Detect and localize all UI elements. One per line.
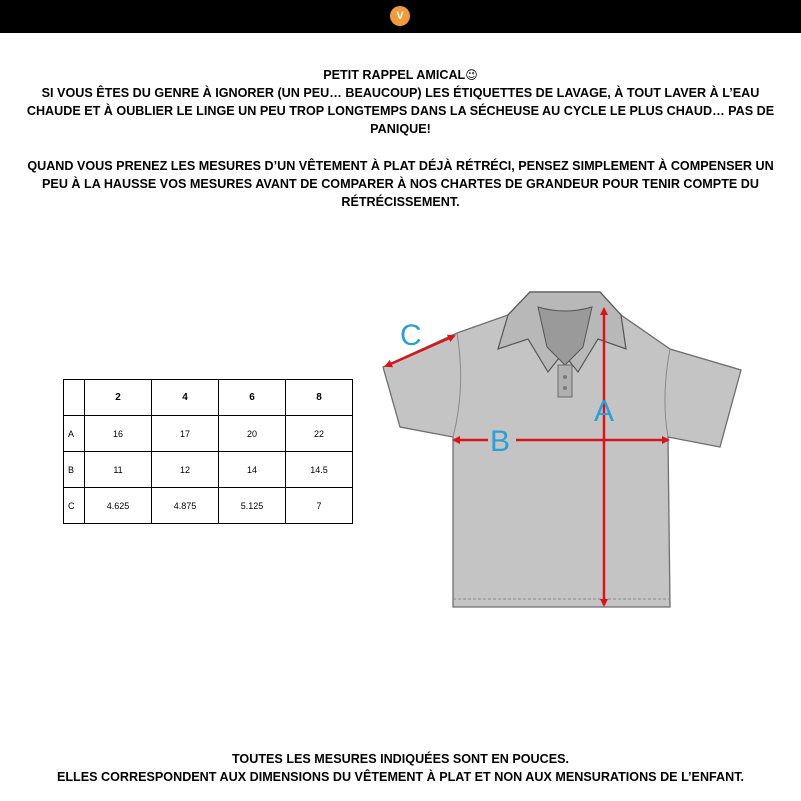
- intro-paragraph-2: QUAND VOUS PRENEZ LES MESURES D’UN VÊTEMENT À PLAT DÉJÀ RÉTRÉCI, PENSEZ SIMPLEMENT À COMPENSER UN PEU À LA HAUSSE VOS MESURES AVANT DE COMPARER À NOS CHARTES DE GRANDEUR POUR TENIR COMPTE DU RÉTRÉCISSEMENT.: [27, 159, 774, 209]
- table-row: [64, 488, 353, 524]
- footer-note: [0, 750, 801, 786]
- table-cell: 22: [286, 416, 353, 452]
- table-cell: 5.125: [219, 488, 286, 524]
- table-corner-cell: [64, 380, 85, 416]
- table-cell: 20: [219, 416, 286, 452]
- size-header-row: [64, 380, 353, 416]
- footer-line-2: ELLES CORRESPONDENT AUX DIMENSIONS DU VÊTEMENT À PLAT ET NON AUX MENSURATIONS DE L’ENFANT.: [56, 770, 745, 784]
- table-cell: 14.5: [286, 452, 353, 488]
- measure-a-label: A: [594, 395, 615, 428]
- table-cell: 17: [152, 416, 219, 452]
- row-label: C: [64, 488, 85, 524]
- top-bar: [0, 0, 801, 33]
- table-cell: 7: [286, 488, 353, 524]
- intro-title: [20, 66, 781, 84]
- table-cell: 12: [152, 452, 219, 488]
- measure-c-label: C: [400, 319, 422, 352]
- size-chart-table: [63, 379, 353, 524]
- table-row: [64, 452, 353, 488]
- measure-b-label: B: [490, 425, 511, 458]
- intro-title-text: PETIT RAPPEL AMICAL: [323, 68, 466, 82]
- table-row: [64, 416, 353, 452]
- row-label: B: [64, 452, 85, 488]
- brand-logo[interactable]: V: [390, 6, 410, 26]
- size-header-cell: 4: [152, 380, 219, 416]
- table-cell: 14: [219, 452, 286, 488]
- size-header-cell: 8: [286, 380, 353, 416]
- table-cell: 11: [85, 452, 152, 488]
- table-cell: 4.625: [85, 488, 152, 524]
- shirt-placket: [558, 365, 572, 397]
- size-header-cell: 2: [85, 380, 152, 416]
- size-header-cell: 6: [219, 380, 286, 416]
- row-label: A: [64, 416, 85, 452]
- wink-emoji-icon: 😉: [465, 68, 478, 82]
- footer-line-1: TOUTES LES MESURES INDIQUÉES SONT EN POUCES.: [231, 752, 570, 766]
- table-cell: 16: [85, 416, 152, 452]
- shirt-button: [563, 386, 567, 390]
- shirt-button: [563, 375, 567, 379]
- polo-shirt-diagram: [378, 287, 748, 617]
- intro-text: [20, 66, 781, 211]
- table-cell: 4.875: [152, 488, 219, 524]
- intro-paragraph-1: SI VOUS ÊTES DU GENRE À IGNORER (UN PEU… BEAUCOUP) LES ÉTIQUETTES DE LAVAGE, À TOUT LAVER À L’EAU CHAUDE ET À OUBLIER LE LINGE UN PEU TROP LONGTEMPS DANS LA SÉCHEUSE AU CYCLE LE PLUS CHAUD… PAS DE PANIQUE!: [26, 86, 775, 136]
